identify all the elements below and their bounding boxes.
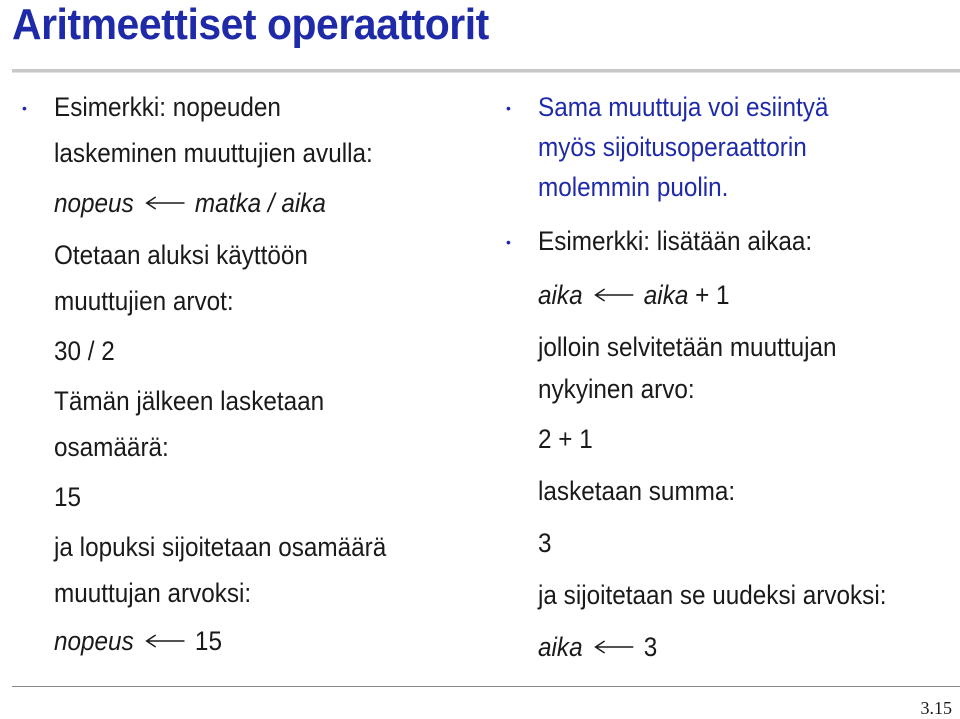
right-bullet-line: Esimerkki: lisätään aikaa: xyxy=(538,226,813,256)
left-arrow-icon xyxy=(593,288,633,302)
right-text-line: lasketaan summa: xyxy=(538,476,736,506)
right-assignment-2 xyxy=(538,632,657,662)
right-text-line: nykyinen arvo: xyxy=(538,374,695,404)
bullet-dot-icon: • xyxy=(22,100,27,116)
footer-divider xyxy=(12,686,960,687)
left-text-line: Tämän jälkeen lasketaan xyxy=(54,386,325,416)
left-bullet-line: Esimerkki: nopeuden xyxy=(54,92,281,122)
left-text-line: osamäärä: xyxy=(54,432,169,462)
left-arrow-icon xyxy=(593,640,633,654)
right-value: 2 + 1 xyxy=(538,424,593,454)
left-assignment-2 xyxy=(54,626,222,656)
assignment-target: aika xyxy=(538,280,583,310)
right-bullet-line: Sama muuttuja voi esiintyä xyxy=(538,92,829,122)
left-text-line: muuttujien arvot: xyxy=(54,286,234,316)
left-assignment-1 xyxy=(54,188,326,218)
bullet-dot-icon: • xyxy=(506,234,511,250)
assignment-expression-var: aika xyxy=(643,280,689,310)
assignment-expression: matka / aika xyxy=(194,188,326,218)
left-value: 30 / 2 xyxy=(54,336,115,366)
assignment-expression: 15 xyxy=(194,626,222,656)
left-value: 15 xyxy=(54,482,82,512)
title-divider-shade xyxy=(12,72,960,73)
assignment-target: aika xyxy=(538,632,583,662)
left-bullet-line: laskeminen muuttujien avulla: xyxy=(54,138,373,168)
left-text-line: muuttujan arvoksi: xyxy=(54,578,252,608)
left-arrow-icon xyxy=(145,634,185,648)
left-arrow-icon xyxy=(145,196,185,210)
bullet-dot-icon: • xyxy=(506,100,511,116)
assignment-target: nopeus xyxy=(54,188,134,218)
right-bullet-line: molemmin puolin. xyxy=(538,172,729,202)
assignment-expression: 3 xyxy=(643,632,658,662)
left-text-line: ja lopuksi sijoitetaan osamäärä xyxy=(54,532,387,562)
right-value: 3 xyxy=(538,528,552,558)
right-text-line: ja sijoitetaan se uudeksi arvoksi: xyxy=(538,580,887,610)
assignment-target: nopeus xyxy=(54,626,134,656)
slide-title: Aritmeettiset operaattorit xyxy=(12,0,489,49)
right-assignment-1 xyxy=(538,280,730,310)
slide-number: 3.15 xyxy=(920,698,952,718)
left-text-line: Otetaan aluksi käyttöön xyxy=(54,240,308,270)
right-bullet-line: myös sijoitusoperaattorin xyxy=(538,132,807,162)
assignment-expression-rest: + 1 xyxy=(688,280,730,310)
right-text-line: jolloin selvitetään muuttujan xyxy=(538,332,837,362)
